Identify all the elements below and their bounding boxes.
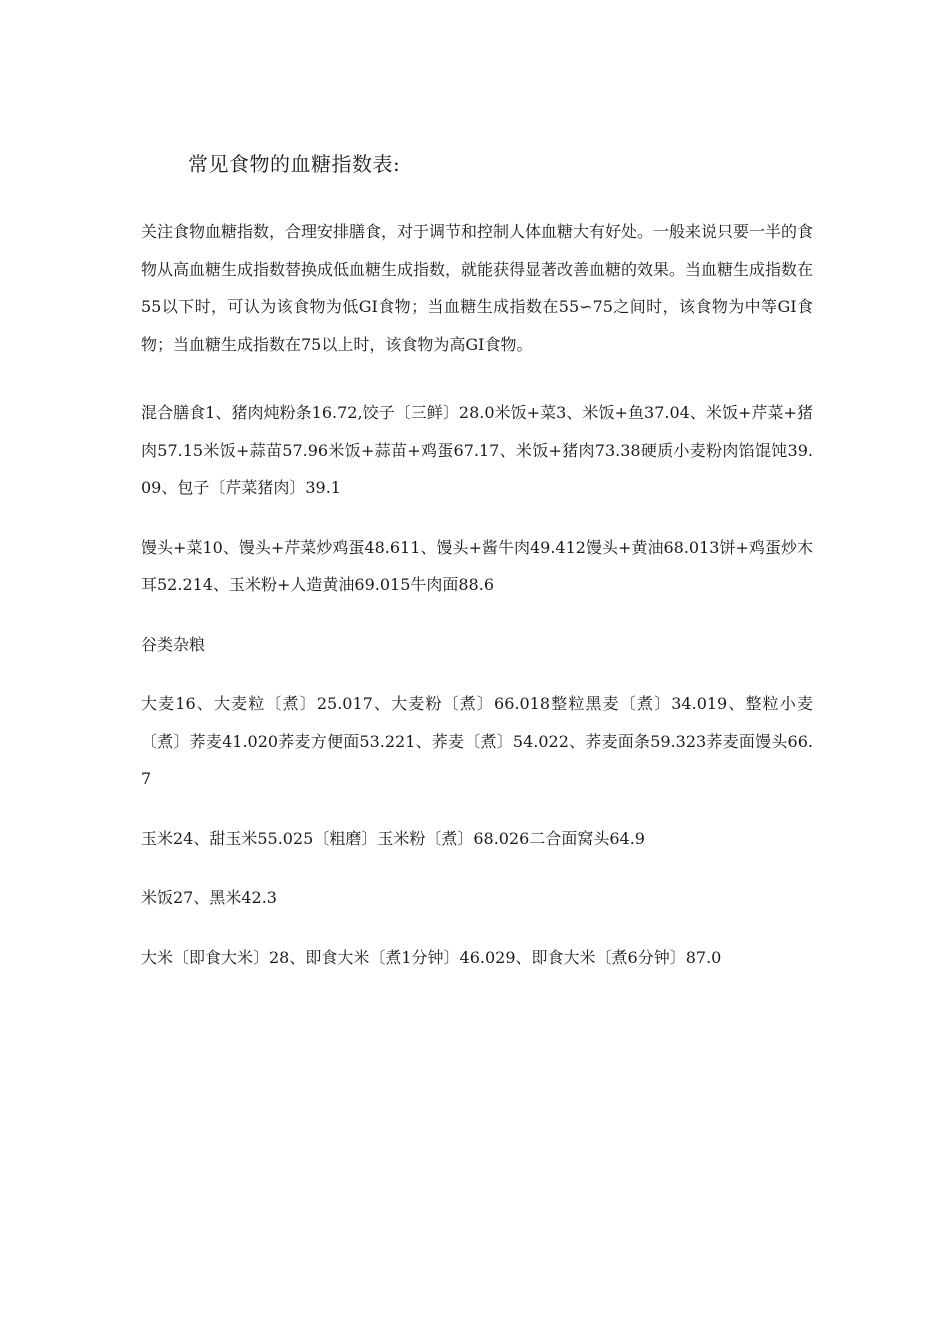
rice-paragraph: 米饭27、黑米42.3 xyxy=(141,888,277,907)
steamed-bun-paragraph: 馒头+菜10、馒头+芹菜炒鸡蛋48.611、馒头+酱牛肉49.412馒头+黄油68.013饼+鸡蛋炒木耳52.214、玉米粉+人造黄油69.015牛肉面88.6 xyxy=(141,537,813,594)
grains-heading: 谷类杂粮 xyxy=(141,634,206,654)
barley-paragraph: 大麦16、大麦粒〔煮〕25.017、大麦粉〔煮〕66.018整粒黑麦〔煮〕34.019、整粒小麦〔煮〕荞麦41.020荞麦方便面53.221、荞麦〔煮〕54.022、荞麦面条59.323荞麦面馒头66.7 xyxy=(141,694,813,788)
document-body xyxy=(141,213,813,976)
intro-paragraph: 关注食物血糖指数，合理安排膳食，对于调节和控制人体血糖大有好处。一般来说只要一半的食物从高血糖生成指数替换成低血糖生成指数，就能获得显著改善血糖的效果。当血糖生成指数在55以下时，可认为该食物为低GI食物；当血糖生成指数在55∽75之间时，该食物为中等GI食物；当血糖生成指数在75以上时，该食物为高GI食物。 xyxy=(141,222,814,354)
instant-rice-paragraph: 大米〔即食大米〕28、即食大米〔煮1分钟〕46.029、即食大米〔煮6分钟〕87.0 xyxy=(141,947,722,967)
document-title: 常见食物的血糖指数表: xyxy=(188,152,401,176)
mixed-meals-paragraph: 混合膳食1、猪肉炖粉条16.72,饺子〔三鲜〕28.0米饭+菜3、米饭+鱼37.04、米饭+芹菜+猪肉57.15米饭+蒜苗57.96米饭+蒜苗+鸡蛋67.17、米饭+猪肉73.38硬质小麦粉肉馅馄饨39.09、包子〔芹菜猪肉〕39.1 xyxy=(141,403,813,497)
corn-paragraph: 玉米24、甜玉米55.025〔粗磨〕玉米粉〔煮〕68.026二合面窝头64.9 xyxy=(141,828,645,848)
